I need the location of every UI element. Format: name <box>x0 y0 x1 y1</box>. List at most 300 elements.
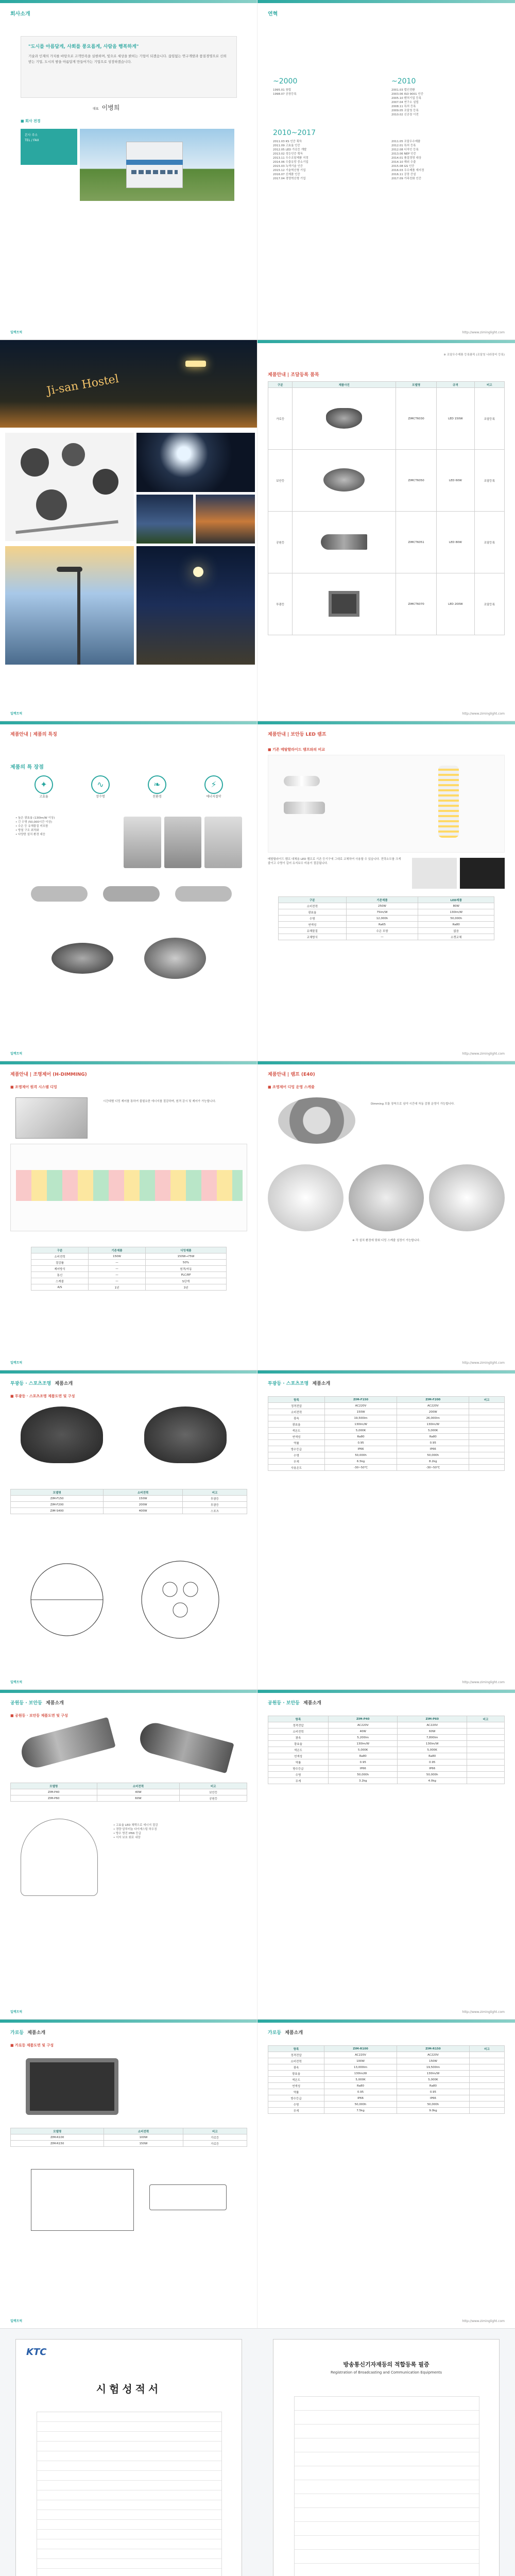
cell: Ra65 <box>346 922 418 928</box>
fixture-image <box>175 886 232 902</box>
cell: 50% <box>145 1260 226 1266</box>
street-lamp-arm <box>15 520 118 534</box>
footer-url: http://www.ziminglight.com <box>462 1052 505 1056</box>
cell: 13,000lm <box>324 2064 397 2071</box>
cell: PLC/RF <box>145 1272 226 1278</box>
cell: IP66 <box>397 1446 469 1452</box>
model-cell: ZIMCT6051 <box>396 512 436 573</box>
module-image <box>124 817 161 868</box>
page-floodlight-specs <box>258 1370 515 1689</box>
cell: Ra80 <box>398 1753 467 1759</box>
cell: 19,500lm <box>397 2064 469 2071</box>
history-item: 2001.03 법인전환 <box>391 89 415 92</box>
col-header: LED제품 <box>418 897 494 903</box>
cell: 사용온도 <box>268 1465 325 1471</box>
fixture-image <box>103 886 160 902</box>
col-header: 모델명 <box>396 382 436 388</box>
cell: 60W <box>97 1795 180 1802</box>
cell: 5,000K <box>398 1747 467 1753</box>
table-row <box>268 2071 505 2077</box>
spread-installations <box>0 340 515 721</box>
lamp-photo-box <box>268 755 505 853</box>
cell: 50,000h <box>324 1452 397 1459</box>
cell: 투광등 <box>183 1502 247 1508</box>
cell: 130lm/W <box>324 1421 397 1428</box>
floodlight-1 <box>21 448 49 477</box>
top-accent-bar <box>258 1061 515 1064</box>
spread-park-light <box>0 1690 515 2020</box>
cell: 150W <box>88 1253 145 1260</box>
table-row <box>268 1452 505 1459</box>
col-header: ZIM-F150 <box>324 1397 397 1403</box>
history-period-b: ~2010 <box>391 77 416 86</box>
table-row <box>11 1508 247 1514</box>
history-item: 2010.02 신공장 이전 <box>391 113 419 116</box>
footer-url: http://www.ziminglight.com <box>462 331 505 334</box>
table-row <box>268 1759 505 1766</box>
page-history <box>258 0 515 340</box>
cell: 150W <box>104 1496 183 1502</box>
cell: 0.95 <box>397 1440 469 1446</box>
cell: 50,000h <box>398 1772 467 1778</box>
table-row <box>268 2064 505 2071</box>
table-row <box>268 2095 505 2102</box>
table-row <box>268 1728 505 1735</box>
product-image <box>326 408 362 429</box>
section-title: 연혁 <box>268 11 278 17</box>
cell: 60W <box>398 1728 467 1735</box>
page-park-specs <box>258 1690 515 2019</box>
floodlight-2 <box>62 443 85 466</box>
pole <box>77 567 80 665</box>
cell: 스포츠 <box>183 1508 247 1514</box>
top-accent-bar <box>0 0 257 3</box>
cell: 5단계 <box>145 1278 226 1284</box>
cell: 소비전력 <box>31 1253 89 1260</box>
table-row <box>268 512 505 573</box>
page-installation-photos <box>0 340 258 721</box>
fixture-images <box>21 881 237 1010</box>
cell: 5,000K <box>397 2077 469 2083</box>
cell: 제어방식 <box>31 1266 89 1272</box>
title-text: 가로등 <box>268 2030 282 2036</box>
col-header: 모델명 <box>11 1783 97 1789</box>
product-image-cell <box>293 573 396 635</box>
lamp-thumb <box>412 858 457 889</box>
table-row <box>268 1722 505 1728</box>
cell: 정격전압 <box>268 1722 329 1728</box>
cell: 가로등 <box>183 2141 247 2147</box>
table-row <box>279 903 494 909</box>
technical-drawing <box>21 1546 237 1654</box>
history-item: 2012.05 LED 가로등 개발 <box>273 148 307 151</box>
page-dimming-control <box>0 1061 258 1370</box>
cell: 5,000K <box>329 1747 398 1753</box>
footer-url: http://www.ziminglight.com <box>462 2319 505 2323</box>
cell <box>469 2058 504 2064</box>
cell: IP66 <box>324 1446 397 1452</box>
page-street-specs <box>258 2020 515 2328</box>
drawing-header: ■ 투광등 · 스포츠조명 제품도면 및 구성 <box>10 1394 75 1398</box>
cell <box>469 2083 504 2089</box>
history-item: 2017.09 가족친화 인증 <box>391 177 422 180</box>
cell <box>467 1728 504 1735</box>
table-row <box>268 1735 505 1741</box>
cell <box>469 2095 504 2102</box>
lamp-thumbs <box>412 858 505 889</box>
office-line-1: 본사 주소 <box>25 133 38 137</box>
table-row <box>31 1266 227 1272</box>
cell: 교체방식 <box>279 934 347 940</box>
module-image <box>164 817 202 868</box>
procurement-note: ※ 조달우수제품 등록품목 (조달청 나라장터 등록) <box>443 353 505 357</box>
cell <box>469 1403 505 1409</box>
cell: ZIM-F150 <box>11 1496 104 1502</box>
product-image-cell <box>293 512 396 573</box>
table-row <box>268 1446 505 1452</box>
cell: 150W <box>324 1409 397 1415</box>
top-accent-bar <box>258 721 515 724</box>
street-drawing-side <box>149 2184 227 2210</box>
cell: IP66 <box>398 1766 467 1772</box>
page-park-drawing <box>0 1690 258 2019</box>
cell <box>469 1459 505 1465</box>
building-shape <box>126 142 183 188</box>
table-row <box>31 1284 227 1291</box>
table-row <box>268 1772 505 1778</box>
table-row <box>268 450 505 512</box>
cell <box>469 1446 505 1452</box>
cell: 50,000h <box>418 916 494 922</box>
feature-label: 장수명 <box>96 795 105 799</box>
spread-floodlight <box>0 1370 515 1690</box>
col-header: ZIM-R100 <box>324 2046 397 2052</box>
cell: Ra80 <box>329 1753 398 1759</box>
street-light-image <box>26 2058 118 2115</box>
controller-image <box>15 1097 88 1139</box>
table-row <box>268 1766 505 1772</box>
top-accent-bar <box>0 2020 257 2023</box>
top-accent-bar <box>258 0 515 3</box>
cell: 스케줄 <box>31 1278 89 1284</box>
history-list-c-left <box>273 140 376 181</box>
cell <box>467 1759 504 1766</box>
park-light-photo <box>136 495 193 544</box>
table-row <box>268 1440 505 1446</box>
history-item: 2011.05 조달우수제품 <box>391 140 421 143</box>
cell: — <box>88 1260 145 1266</box>
cell: 원격/자동 <box>145 1266 226 1272</box>
drawing-led-1 <box>163 1582 177 1597</box>
row-label: 가로등 <box>268 388 293 450</box>
spec-cell: LED 60W <box>437 450 474 512</box>
corn-lamp <box>438 766 459 838</box>
cell: 130lm/W <box>398 1741 467 1747</box>
cell: — <box>88 1266 145 1272</box>
cell <box>467 1766 504 1772</box>
floodlight-image-1 <box>21 1406 103 1463</box>
table-row <box>268 2052 505 2058</box>
cell: 소비전력 <box>268 1409 325 1415</box>
cell: 정격전압 <box>268 1403 325 1409</box>
cell <box>467 1722 504 1728</box>
table-row <box>268 1421 505 1428</box>
table-row <box>268 2089 505 2095</box>
reg-title: 방송통신기자재등의 적합등록 필증 <box>343 2361 430 2368</box>
lamp-thumb <box>460 858 505 889</box>
cell: — <box>346 934 418 940</box>
cell: 광속 <box>268 1735 329 1741</box>
top-accent-bar <box>0 1370 257 1374</box>
history-item: 2016.03 우수제품 재지정 <box>391 168 424 172</box>
page-street-drawing <box>0 2020 258 2328</box>
footer-url: http://www.ziminglight.com <box>462 1681 505 1684</box>
cell: 역률 <box>268 1759 329 1766</box>
leaf-icon: ❧ <box>148 775 166 794</box>
fixture-image <box>31 886 88 902</box>
col-header: 소비전력 <box>104 1489 183 1496</box>
title-text: 가로등 <box>10 2030 24 2036</box>
cell: 방수등급 <box>268 1766 329 1772</box>
col-header: ZIM-P40 <box>329 1716 398 1722</box>
dimming-table <box>31 1247 227 1291</box>
park-drawing <box>21 1819 98 1896</box>
cell: 50,000h <box>329 1772 398 1778</box>
ceo-signature <box>93 103 119 112</box>
cell: 7,800lm <box>398 1735 467 1741</box>
cell: 9.0kg <box>397 2108 469 2114</box>
procurement-table <box>268 381 505 635</box>
cell: Ra80 <box>324 2083 397 2089</box>
comparison-header: ■ 기존 메탈할라이드 램프와의 비교 <box>268 748 325 752</box>
cell: 50,000h <box>397 2102 469 2108</box>
table-row <box>11 1502 247 1508</box>
cell <box>469 2102 504 2108</box>
spec-cell: LED 80W <box>437 512 474 573</box>
cell: 5,000K <box>397 1428 469 1434</box>
table-row <box>268 1434 505 1440</box>
reg-form-lines <box>294 2396 479 2576</box>
page-floodlight-drawing <box>0 1370 258 1689</box>
road-light-photo <box>196 495 255 544</box>
spread-company <box>0 0 515 340</box>
model-cell: ZIMCT6050 <box>396 450 436 512</box>
lamp-module-image <box>278 1097 355 1144</box>
top-accent-bar <box>258 1690 515 1693</box>
top-accent-bar <box>0 1690 257 1693</box>
note-cell: 조달등록 <box>474 573 504 635</box>
feature-header: 제품의 특 장점 <box>10 765 44 770</box>
cell <box>467 1741 504 1747</box>
cell: 수명 <box>268 1772 329 1778</box>
top-accent-bar <box>0 1061 257 1064</box>
drawing-led-2 <box>183 1582 198 1597</box>
park-spec-table <box>10 1783 247 1802</box>
cell: 유해물질 <box>279 928 347 934</box>
table-row <box>279 934 494 940</box>
cell: 연색성 <box>268 1753 329 1759</box>
cell: 무게 <box>268 2108 324 2114</box>
history-item: 2017.04 경영혁신형 기업 <box>273 177 306 180</box>
led-lamp <box>284 802 325 814</box>
spread-street-light <box>0 2020 515 2329</box>
cell: 150W <box>104 2141 183 2147</box>
col-header: 구분 <box>268 382 293 388</box>
feature-label: 에너지절약 <box>206 795 221 799</box>
table-row <box>268 1778 505 1784</box>
brand-logo: 일렉트릭 <box>10 2319 23 2323</box>
cell: 26,000lm <box>397 1415 469 1421</box>
cell: 130lm/W <box>329 1741 398 1747</box>
page-lamp-e40 <box>258 1061 515 1370</box>
cell: 40W <box>329 1728 398 1735</box>
dimming-graph <box>10 1144 247 1231</box>
top-accent-bar <box>258 2020 515 2023</box>
page-led-lamp <box>258 721 515 1061</box>
cell <box>469 1465 505 1471</box>
col-header: 비고 <box>469 2046 504 2052</box>
cell: 연색성 <box>268 2083 324 2089</box>
cell: 통신 <box>31 1272 89 1278</box>
reg-subtitle: Registration of Broadcasting and Communication Equipments <box>331 2370 442 2375</box>
cell <box>467 1772 504 1778</box>
col-header: 기존제품 <box>88 1247 145 1253</box>
history-item: 2015.03 녹색기술 인증 <box>273 164 303 168</box>
cell: 역률 <box>268 1440 325 1446</box>
footer-url: http://www.ziminglight.com <box>462 712 505 716</box>
table-row <box>268 2102 505 2108</box>
cell: 5,200lm <box>329 1735 398 1741</box>
table-row <box>268 1747 505 1753</box>
cell: 광효율 <box>268 2071 324 2077</box>
cell <box>469 2052 504 2058</box>
cell: 50,000h <box>397 1452 469 1459</box>
row-label: 보안등 <box>268 450 293 512</box>
floodlight-3 <box>93 469 118 495</box>
cell: 5,000K <box>324 2077 397 2083</box>
history-item: 2014.06 수출유망 중소기업 <box>273 160 308 164</box>
cell: 수명 <box>268 2102 324 2108</box>
table-row <box>268 1753 505 1759</box>
cell <box>469 2089 504 2095</box>
table-row <box>279 909 494 916</box>
col-header: 모델명 <box>11 2128 104 2134</box>
cell: — <box>88 1272 145 1278</box>
cell: 40W <box>97 1789 180 1795</box>
page-title <box>10 2029 45 2036</box>
cell: 광속 <box>268 2064 324 2071</box>
cell: 130lm/W <box>324 2071 397 2077</box>
spread-certificates <box>0 2329 515 2576</box>
lamp-thumb <box>268 1164 344 1231</box>
top-accent-bar <box>258 1370 515 1374</box>
cell: 1년 <box>88 1284 145 1291</box>
table-row <box>31 1272 227 1278</box>
history-item: 1998.07 공장등록 <box>273 92 297 96</box>
history-item: 2014.10 해외 수출 <box>391 160 416 164</box>
cell <box>467 1753 504 1759</box>
cell: 공원등 <box>180 1795 247 1802</box>
history-period-a: ~2000 <box>273 77 298 86</box>
lamp-caption: ※ 각 설치 환경에 맞춰 디밍 스케줄 설정이 가능합니다. <box>352 1239 420 1242</box>
cell: 광효율 <box>268 1741 329 1747</box>
registration-certificate-1 <box>273 2339 500 2576</box>
table-row <box>268 2058 505 2064</box>
page-title: 제품안내 | 제품의 특징 <box>10 732 57 737</box>
note-cell: 조달등록 <box>474 450 504 512</box>
cell <box>469 1434 505 1440</box>
footer-url: http://www.ziminglight.com <box>462 1361 505 1365</box>
history-item: 2003.06 ISO 9001 인증 <box>391 92 424 96</box>
table-row <box>279 928 494 934</box>
row-label: 투광등 <box>268 573 293 635</box>
col-header: ZIM-P60 <box>398 1716 467 1722</box>
certificate-title: 시험성적서 <box>96 2383 162 2395</box>
cell: 100W <box>104 2134 183 2141</box>
col-header: 디밍제품 <box>145 1247 226 1253</box>
col-header: ZIM-F200 <box>397 1397 469 1403</box>
cell: 방수등급 <box>268 1446 325 1452</box>
cell: ZIM-F200 <box>11 1502 104 1508</box>
park-body: • 고효율 LED 채택으로 에너지 절감 • 경량 알루미늄 다이캐스팅 하우징 • 방수 방진 IP66 등급 • 서지 보호 회로 내장 <box>113 1824 158 1839</box>
feature-item <box>91 775 110 806</box>
pole-light <box>193 567 203 577</box>
cell: 절감률 <box>31 1260 89 1266</box>
history-item: 2016.11 공장 증설 <box>391 173 416 176</box>
brand-logo: 일렉트릭 <box>10 1681 23 1684</box>
wall-lamp <box>185 361 206 367</box>
cell: 4.0kg <box>398 1778 467 1784</box>
history-item: 2007.04 연구소 설립 <box>391 100 419 104</box>
cell: 수은 포함 <box>346 928 418 934</box>
cell: 200W <box>397 1409 469 1415</box>
cell: Ra80 <box>418 922 494 928</box>
table-row <box>11 1496 247 1502</box>
cell: 무게 <box>268 1778 329 1784</box>
features-body: • 높은 광효율 (130lm/W 이상) • 긴 수명 (50,000시간 이상) • 수은 등 유해물질 미포함 • 방열 구조 최적화 • 다양한 설치 환경 대응 <box>15 817 55 836</box>
cell: -30~50℃ <box>324 1465 397 1471</box>
cell: Ra80 <box>397 2083 469 2089</box>
col-header: 구분 <box>279 897 347 903</box>
cell: ZIM-P40 <box>11 1789 97 1795</box>
cell: 0.95 <box>324 2089 397 2095</box>
cell <box>469 2077 504 2083</box>
lamp-thumb-row <box>268 1164 505 1231</box>
table-row <box>31 1278 227 1284</box>
schedule-header: ■ 조명제어 디밍 운영 스케줄 <box>268 1085 315 1089</box>
cell: 400W <box>104 1508 183 1514</box>
history-list-b <box>391 89 494 117</box>
cell: 광효율 <box>268 1421 325 1428</box>
cell: 보안등 <box>180 1789 247 1795</box>
history-item: 2015.08 GS 인증 <box>391 164 415 168</box>
dimming-header: ■ 조명제어 원격 시스템 디밍 <box>10 1085 57 1089</box>
history-item: 2015.12 기술혁신형 기업 <box>273 168 306 172</box>
table-row <box>268 2077 505 2083</box>
cell: 광속 <box>268 1415 325 1421</box>
cell: 방수등급 <box>268 2095 324 2102</box>
cell: ZIM-P60 <box>11 1795 97 1802</box>
brand-logo: 일렉트릭 <box>10 2010 23 2014</box>
cell: 6.5kg <box>324 1459 397 1465</box>
drawing-led-3 <box>173 1603 187 1617</box>
col-header: 항목 <box>268 1716 329 1722</box>
spread-features <box>0 721 515 1061</box>
spec-cell: LED 200W <box>437 573 474 635</box>
hostel-sign: Ji-san Hostel <box>45 372 120 398</box>
intro-body: 기술과 인재의 가치를 바탕으로 고객만족을 실현하며, 빛으로 세상을 밝히는 기업이 되겠습니다. 끊임없는 연구개발과 품질경영으로 신뢰받는 기업, 도시의 밤을 아름답게 만들어가는 기업으로 성장하겠습니다. <box>28 54 227 64</box>
cell <box>469 2064 504 2071</box>
